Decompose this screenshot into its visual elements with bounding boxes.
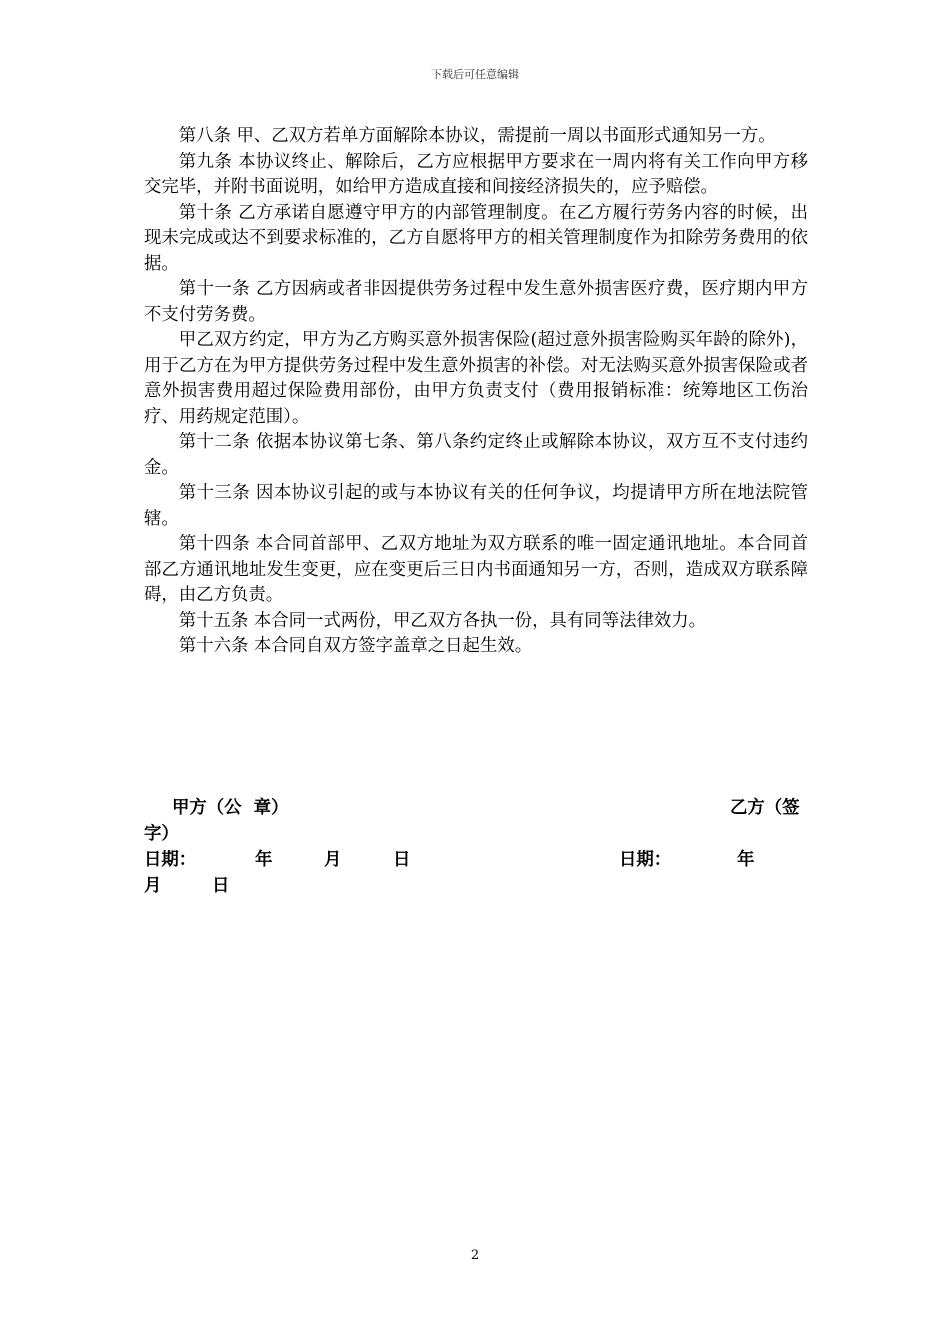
party-b-sign-label: 乙方（签: [730, 798, 800, 818]
insurance-clause: 甲乙双方约定，甲方为乙方购买意外损害保险(超过意外损害险购买年龄的除外)，用于乙方在为甲方提供劳务过程中发生意外损害的补偿。对无法购买意外损害保险或者意外损害费用超过保险费用部份，由甲方负责支付（费用报销标准：统筹地区工伤治疗、用药规定范围）。: [144, 330, 808, 427]
party-a-seal-label: 甲方（公 章）: [172, 798, 289, 818]
page-number: 2: [470, 1248, 480, 1263]
article-14: 第十四条 本合同首部甲、乙双方地址为双方联系的唯一固定通讯地址。本合同首部乙方通讯地址发生变更，应在变更后三日内书面通知另一方，否则，造成双方联系障碍，由乙方负责。: [144, 534, 808, 605]
party-a-date-label: 日期：: [144, 850, 197, 870]
article-13: 第十三条 因本协议引起的或与本协议有关的任何争议，均提请甲方所在地法院管辖。: [144, 483, 808, 529]
article-10: 第十条 乙方承诺自愿遵守甲方的内部管理制度。在乙方履行劳务内容的时候，出现未完成或达不到要求标准的，乙方自愿将甲方的相关管理制度作为扣除劳务费用的依据。: [144, 202, 808, 274]
contract-body: [144, 124, 808, 660]
article-9: 第九条 本协议终止、解除后，乙方应根据甲方要求在一周内将有关工作向甲方移交完毕，并附书面说明，如给甲方造成直接和间接经济损失的，应予赔偿。: [144, 151, 808, 197]
party-a-month: 月: [324, 850, 342, 870]
party-b-sign-label-end: 字）: [144, 824, 179, 844]
party-b-year: 年: [737, 850, 755, 870]
party-a-year: 年: [255, 850, 273, 870]
signature-block: [144, 795, 808, 905]
party-b-month: 月: [144, 876, 162, 896]
article-15: 第十五条 本合同一式两份，甲乙双方各执一份，具有同等法律效力。: [178, 610, 707, 631]
article-8: 第八条 甲、乙双方若单方面解除本协议，需提前一周以书面形式通知另一方。: [178, 126, 776, 146]
party-b-day: 日: [212, 876, 230, 896]
page-header: 下载后可任意编辑: [431, 68, 519, 81]
article-11: 第十一条 乙方因病或者非因提供劳务过程中发生意外损害医疗费，医疗期内甲方不支付劳务费。: [144, 279, 808, 325]
article-12: 第十二条 依据本协议第七条、第八条约定终止或解除本协议，双方互不支付违约金。: [144, 432, 808, 478]
article-16: 第十六条 本合同自双方签字盖章之日起生效。: [178, 636, 533, 656]
party-a-day: 日: [393, 850, 411, 870]
party-b-date-label: 日期：: [619, 850, 672, 870]
